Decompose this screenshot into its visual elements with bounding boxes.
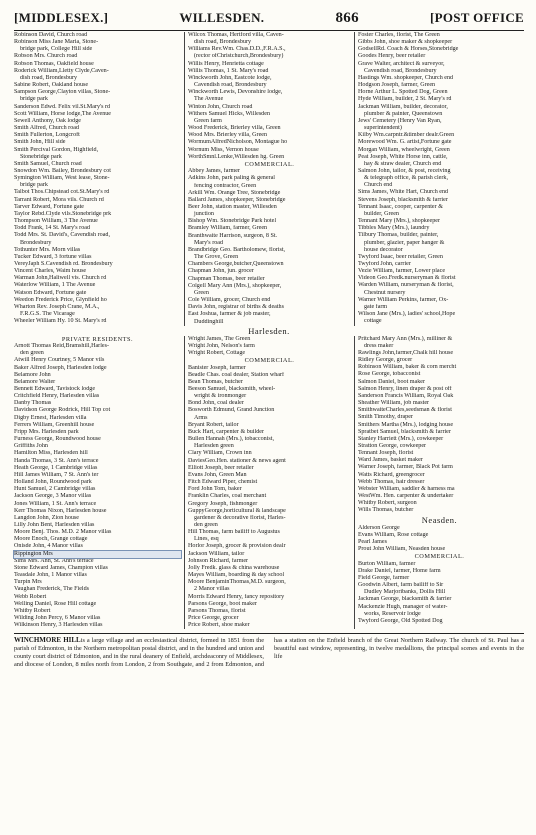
directory-entry: Spratbet Samuel, blacksmith & farrier (358, 428, 451, 435)
directory-entry: Mary's road (194, 239, 224, 246)
directory-entry: Hill James William, 7 St. Ann's ter (14, 471, 99, 478)
directory-entry: dish road, Brondesbury (194, 39, 252, 46)
directory-entry: Webb Robert (14, 593, 47, 600)
directory-entry: Bean Thomas, butcher (188, 378, 243, 385)
directory-entry: Bond John, coal dealer (188, 400, 244, 407)
directory-entry: Ridley George, grocer (358, 357, 413, 364)
directory-entry: Grave Walter, architect & surveyor, (358, 60, 445, 67)
directory-entry: Langdon John, Zion house (14, 514, 79, 521)
directory-entry: Ballard James, shopkeeper, Stonebridge (188, 196, 286, 203)
directory-entry: Tennant Isaac, cooper, carpenter & (358, 203, 443, 210)
directory-entry: Moore Enoch, Grange cottage (14, 536, 88, 543)
directory-entry: Sampson George,Clayton villas, Stone- (14, 89, 111, 96)
directory-entry: Rippington Mrs (14, 551, 181, 558)
directory-entry: Smith John, Hill side (14, 139, 66, 146)
directory-entry: Tennant Mary (Mrs.), shopkeeper (358, 218, 440, 225)
directory-entry: East Joshua, farmer & job master, (188, 311, 271, 318)
directory-entry: Wheeler William Hy. 10 St. Mary's rd (14, 318, 107, 325)
directory-entry: Bosworth Edmund, Grand Junction (188, 407, 275, 414)
lower-column-2 (184, 336, 354, 630)
directory-entry: DaviesGeo.Hen. stationer & news agent (188, 457, 286, 464)
directory-entry: Tarrant Robert, Mora vils. Church rd (14, 196, 104, 203)
directory-entry: Lines, esq (194, 536, 219, 543)
directory-entry: Tibbles Mary (Mrs.), laundry (358, 225, 430, 232)
directory-entry: Salmon John, tailor, & post, receiving (358, 167, 451, 174)
directory-entry: Wilcox Thomas, Hertford villa, Caven- (188, 32, 284, 38)
directory-entry: Smith Fullerton, Longcroft (14, 132, 80, 139)
directory-entry: Todd Frank, 14 St. Mary's road (14, 225, 90, 232)
directory-entry: Church end (364, 182, 393, 189)
page-number: 866 (335, 10, 359, 26)
directory-entry: den green (194, 521, 218, 528)
directory-entry: Wilkinson Henry, 3 Harlesden villas (14, 622, 103, 629)
directory-entry: Burton William, farmer (358, 560, 416, 567)
directory-entry: Banister Joseph, farmer (188, 364, 246, 371)
directory-entry: Fripp Mrs. Harlesden park (14, 428, 79, 435)
directory-entry: Jackson George, 3 Manor villas (14, 493, 92, 500)
directory-entry: Brandbridge Geo. Bartholomew, florist, (188, 246, 286, 253)
directory-entry: GuppyGeorge,horticultural & landscape (188, 507, 286, 514)
directory-entry: Sims Mrs. Ann, St. Ann's terrace (14, 557, 94, 564)
directory-entry: Vaughan Frederick, The Fields (14, 586, 90, 593)
directory-entry: Welling Daniel, Rose Hill cottage (14, 600, 97, 607)
directory-entry: Twyford John, carrier (358, 261, 411, 267)
directory-entry: Hyde William, builder, 2 St. Mary's rd (358, 96, 452, 103)
directory-entry: SmithwaiteCharles,seedsman & florist (358, 407, 452, 414)
directory-entry: Watts Richard, greengrocer (358, 471, 425, 478)
section-heading: Neasden. (421, 514, 458, 525)
directory-entry: Chestnut nursery (364, 289, 406, 296)
directory-entry: Bullen Hannah (Mrs.), tobacconist, (188, 436, 274, 443)
directory-entry: Warner William Perkins, farmer, Ox- (358, 296, 449, 303)
lower-column-3 (354, 336, 524, 630)
directory-entry: Bramley William, farmer, Green (188, 225, 268, 232)
directory-entry: Wood Mrs. Brierley villa, Green (188, 132, 268, 139)
directory-entry: Hamilton Miss, Harlesden hill (14, 450, 88, 457)
directory-entry: bridge park (20, 182, 48, 189)
directory-entry: Abbey James, farmer (188, 168, 240, 175)
directory-entry: Stratton George, cowkeeper (358, 443, 427, 449)
directory-entry: Ford John Tom, baker (188, 486, 242, 493)
directory-entry: Hill Thomas, farm bailiff to Augustus (188, 529, 280, 536)
footer-paragraph (14, 637, 524, 668)
footer-lead: WINCHMORE HILL (14, 636, 81, 645)
directory-entry: Drake Daniel, farmer, Home farm (358, 567, 441, 574)
directory-entry: Wharton Rev. Joseph Crane, M.A., (14, 303, 100, 310)
upper-section (14, 32, 524, 326)
directory-entry: Webster William, saddler & harness ma (358, 485, 455, 492)
directory-entry: Tucker Edward, 3 fortune villas (14, 253, 92, 260)
directory-entry: Elliott Joseph, beer retailer (188, 464, 254, 471)
directory-entry: Scott William, Horse lodge,The Avenue (14, 110, 112, 117)
directory-entry: Bryant Robert, tailor (188, 421, 239, 428)
directory-entry: Watson Edward, Fortune gate (14, 289, 87, 296)
directory-entry: Sheather William, job master (358, 400, 430, 407)
directory-entry: Green (194, 289, 209, 296)
directory-entry: Colgell Mary Ann (Mrs.), shopkeeper, (188, 282, 282, 289)
directory-entry: Hodgson Joseph, farmer, Green (358, 82, 436, 89)
directory-entry: Beadle Chas. coal dealer, Station wharf (188, 371, 285, 378)
directory-entry: WormumAlfredNicholson, Montague ho (188, 139, 288, 146)
directory-entry: Peat Joseph, White Horse inn, cattle, (358, 153, 448, 160)
directory-entry: wright & ironmonger (194, 393, 247, 400)
directory-entry: Griffiths John (14, 443, 48, 450)
directory-entry: Price George, grocer (188, 615, 239, 621)
directory-entry: builder, Green (364, 210, 399, 217)
directory-page (14, 10, 524, 669)
directory-entry: Prout John William, Neasden house (358, 546, 446, 553)
directory-entry: Withers Samuel Hicks, Willesden (188, 110, 270, 117)
directory-entry: plumber, glazier, paper hanger & (364, 239, 445, 246)
directory-entry: Parsons George, boot maker (188, 600, 257, 607)
directory-entry: Winckworth Lewis, Devonshire lodge, (188, 89, 283, 96)
directory-entry: Sims James, White Hart, Church end (358, 189, 449, 196)
directory-entry: Duddinghill (194, 318, 224, 325)
directory-entry: Robinson David, Church road (14, 32, 88, 38)
directory-entry: Morris Edward Henry, fancy repository (188, 593, 285, 600)
directory-entry: Price Robert, shoe maker (188, 622, 250, 629)
directory-entry: Belamore John (14, 371, 51, 378)
directory-entry: Wright Robert, Cottage (188, 349, 246, 356)
directory-entry: Fitch Edward Piper, chemist (188, 479, 258, 486)
private-residents-heading: PRIVATE RESIDENTS. (61, 335, 134, 343)
directory-entry: Furness George, Roundwood house (14, 436, 101, 443)
directory-entry: Beeson Samuel, blacksmith, wheel- (188, 386, 276, 392)
directory-entry: Arkill Wm. Orange Tree, Stonebridge (188, 189, 281, 196)
directory-entry: bridge park (20, 96, 48, 103)
directory-entry: Bennett Edward, Tavistock lodge (14, 386, 96, 392)
directory-entry: Atwill Henry Courtney, 5 Manor vils (14, 357, 105, 364)
directory-entry: WorthSmnl.Lenke,Willesden hg. Green (188, 153, 285, 160)
directory-entry: Robson Mrs. Church road (14, 53, 78, 60)
directory-entry: Rawlings John,farmer,Chalk hill house (358, 349, 454, 356)
directory-entry: Tarver Edward, Fortune gate (14, 203, 84, 210)
directory-entry: Gibbs John, shoe maker & shopkeeper (358, 39, 453, 46)
directory-entry: Wills Thomas, butcher (358, 507, 414, 514)
directory-entry: Thompson William, 3 The Avenue (14, 218, 98, 225)
directory-entry: Robinson William, baker & corn mercht (358, 364, 457, 371)
directory-entry: Sabine Robert, Oakland house (14, 82, 89, 89)
directory-entry: Salmon Henry, linen draper & post off (358, 385, 452, 392)
directory-entry: Willis Thomas, 1 St. Mary's road (188, 67, 269, 74)
lower-section (14, 336, 524, 630)
directory-entry: Vincent Charles, Waim house (14, 268, 87, 275)
directory-entry: Lilly John Bent, Harlesden villas (14, 521, 95, 528)
directory-entry: Goodes Henry, beer retailer (358, 53, 426, 60)
directory-entry: WestWm. Hen. carpenter & undertaker (358, 493, 454, 500)
directory-entry: The Grove, Green (194, 254, 239, 261)
directory-entry: Harlesden green (194, 443, 234, 450)
upper-column-2 (184, 32, 354, 326)
upper-column-1 (14, 32, 184, 326)
directory-entry: den green (20, 350, 44, 357)
directory-entry: Holland John, Roundwood park (14, 479, 92, 486)
directory-entry: hay & straw dealer, Church end (364, 160, 442, 167)
directory-entry: (rector ofChristchurch,Brondesbury) (194, 53, 284, 60)
directory-entry: Robson Thomas, Oakfield house (14, 60, 94, 67)
directory-entry: Salmon Daniel, boot maker (358, 378, 426, 385)
directory-entry: fencing contractor, Green (194, 182, 257, 189)
directory-entry: Belamore Walter (14, 378, 56, 385)
directory-entry: Hastings Wm. shopkeeper, Church end (358, 74, 454, 81)
directory-entry: Vezie William, farmer, Lower place (358, 268, 446, 275)
directory-entry: F.R.G.S. The Vicarage (20, 311, 75, 318)
directory-entry: Evans John, Green Man (188, 471, 247, 478)
directory-entry: Chapman Thomas, beer retailer (188, 275, 265, 282)
directory-entry: GodsellRd. Coach & Horses,Stonebridge (358, 46, 459, 53)
directory-entry: Moore BenjaminThomas,M.D. surgeon, (188, 579, 286, 586)
directory-entry: Sanderson Edwd. Felix vil.St.Mary's rd (14, 103, 111, 110)
directory-entry: Parsons Thomas, florist (188, 607, 246, 614)
directory-entry: & telegraph office, & parish clerk, (364, 175, 448, 182)
directory-entry: Foster Charles, florist, The Green (358, 32, 440, 38)
directory-entry: Jackman William, builder, decorator, (358, 103, 448, 110)
directory-entry: Arms (194, 414, 208, 421)
directory-entry: Arnott Thomas Reid,Bramshill,Harles- (14, 343, 110, 350)
directory-entry: Jackson William, tailor (188, 550, 245, 557)
directory-entry: Videon Geo.Fredk.nurseryman & florist (358, 275, 456, 282)
directory-entry: Wornum Miss, Vernon house (188, 146, 259, 153)
directory-entry: Alderson George (358, 524, 400, 531)
directory-entry: junction (194, 211, 214, 218)
directory-entry: Smithers Martha (Mrs.), lodging house (358, 421, 454, 428)
directory-entry: Green farm (194, 117, 222, 124)
directory-entry: Whitby Robert, surgeon (358, 500, 417, 507)
directory-entry: cottage (364, 318, 382, 325)
directory-entry: Winckworth John, Eastcote lodge, (188, 74, 272, 81)
directory-entry: Turpin Mrs (14, 579, 42, 586)
directory-entry: gardener & decorative florist, Harles- (194, 514, 286, 521)
directory-entry: Wright John, Nelson's farm (188, 342, 255, 349)
directory-entry: Horne Arthur L. Spotted Dog, Green (358, 89, 448, 96)
directory-entry: Ferrers William, Greenhill house (14, 421, 95, 428)
directory-entry: Beer John, station master, Willesden (188, 204, 277, 210)
directory-entry: Adkins John, park paling & general (188, 175, 275, 182)
directory-entry: Dudley Marjoribanks, Dollis Hill (364, 589, 446, 596)
directory-entry: Branthwaite Harrison, surgeon, 8 St. (188, 232, 278, 239)
directory-entry: Todd Mrs. St. David's, Cavendish road, (14, 232, 110, 239)
directory-entry: Bishop Wm. Stonebridge Park hotel (188, 218, 277, 225)
directory-entry: Chambers George,butcher,Queenstown (188, 261, 284, 268)
directory-entry: bridge park, College Hill side (20, 46, 93, 53)
directory-entry: Jones William, 1 St. Ann's terrace (14, 500, 97, 507)
directory-entry: Twyford Isaac, beer retailer, Green (358, 253, 443, 260)
directory-entry: Sewell Anthony, Oak lodge (14, 117, 81, 124)
directory-entry: Johnson Richard, farmer (188, 557, 249, 564)
directory-entry: Talbot Thos.Chipstead cot.St.Mary's rd (14, 189, 110, 196)
directory-entry: Smith Percival Gordon, Highfield, (14, 146, 99, 153)
directory-entry: Critchfield Henry, Harlesden villas (14, 393, 100, 400)
directory-entry: Teasdale John, 1 Manor villas (14, 572, 87, 579)
directory-entry: Jolly Fredk. glass & china warehouse (188, 564, 280, 571)
directory-entry: gate farm (364, 303, 388, 310)
county-label: [MIDDLESEX.] (14, 10, 109, 25)
directory-entry: Goodwin Albert, farm bailiff to Sir (358, 582, 444, 589)
directory-entry: dish road, Brondesbury (20, 74, 78, 81)
directory-entry: Chapman John, jun. grocer (188, 268, 254, 275)
directory-entry: Morgan William, wheelwright, Green (358, 146, 450, 153)
directory-entry: Gregory Joseph, fishmonger (188, 500, 258, 507)
directory-entry: Davis John, registrar of births & deaths (188, 304, 284, 311)
directory-entry: dress maker (364, 342, 394, 349)
directory-entry: Cole William, grocer, Church end (188, 297, 271, 304)
directory-entry: Winton John, Church road (188, 103, 253, 110)
directory-entry: Warden William, nurseryman & florist, (358, 282, 454, 289)
page-header (14, 10, 524, 27)
directory-entry: Warman John,Haliwell vis. Church rd (14, 275, 107, 282)
directory-entry: Twyford George, Old Spotted Dog (358, 617, 443, 624)
upper-column-3 (354, 32, 524, 326)
directory-entry: Pearl James (358, 538, 387, 545)
header-rule (14, 30, 524, 31)
directory-entry: Danby Thomas (14, 400, 52, 407)
directory-entry: Evans William, Rose cottage (358, 531, 429, 538)
directory-entry: superintendent) (364, 125, 402, 132)
directory-entry: VereyJaph S.Cavendish rd. Brondesbury (14, 261, 113, 267)
section-heading: COMMERCIAL. (244, 160, 295, 168)
directory-entry: Stevens Joseph, blacksmith & farrier (358, 196, 448, 203)
footer-rule (14, 633, 524, 634)
directory-entry: Davidson George Rodrick, Hill Top cot (14, 407, 111, 414)
directory-entry: Robinson Miss Jane Maria, Stone- (14, 39, 99, 46)
directory-entry: Buck Hart, carpenter & builder (188, 428, 264, 435)
directory-entry: Tothunter Mrs. Morn villas (14, 246, 81, 253)
directory-entry: Jackman George, blacksmith & farrier (358, 596, 452, 603)
directory-entry: Horlor Joseph, grocer & provision dealr (188, 543, 286, 550)
directory-entry: Rose George, tobacconist (358, 371, 421, 378)
footer-text: is a large village and an ecclesiastical district, formed in 1851 from the parish of Edmonton, in the Northern metropolitan postal district, and in the hundred and union and county court district of Edmonton, and in the rural deanery of Enfield, archdeaconry of Middlesex, and diocese of London, 8 miles north from London, 2 from Southgate, and 2 from Edmonton, and has a station on the Enfield branch of the Great Northern Railway. The church of St. Paul has a beautiful east window, representing, in twelve medallions, the principal scenes and events in the life (14, 637, 524, 668)
directory-entry: Smith Samuel, Church road (14, 160, 82, 167)
directory-entry: Smith Timothy, draper (358, 414, 413, 421)
directory-entry: Wright James, The Green (188, 335, 251, 342)
directory-entry: Field George, farmer (358, 574, 410, 581)
directory-entry: Tilbury Thomas, builder, painter, (358, 232, 439, 239)
directory-entry: Snowdon Wm. Bailey, Brondesbury cot (14, 167, 111, 174)
directory-entry: Digby Ernest, Harlesden villa (14, 414, 87, 421)
directory-entry: Pritchard Mary Ann (Mrs.), milliner & (358, 335, 453, 342)
directory-entry: Onisde John, 4 Manor villas (14, 543, 83, 550)
directory-entry: Webb Thomas, hair dresser (358, 478, 425, 485)
directory-entry: Mayes William, boarding & day school (188, 572, 285, 579)
directory-entry: 2 Manor villas (194, 586, 230, 593)
directory-entry: Warner Joseph, farmer, Black Pot farm (358, 464, 453, 471)
directory-entry: Jews' Cemetery (Henry Van Ryan, (358, 117, 442, 124)
directory-entry: Wilding John Percy, 6 Manor villas (14, 615, 101, 621)
directory-entry: Franklin Charles, coal merchant (188, 493, 267, 500)
directory-entry: Kilby Wm.carpntr.&timber dealr.Green (358, 132, 455, 139)
directory-entry: house decorator (364, 246, 403, 253)
directory-entry: Weedon Frederick Price, Glynfield ho (14, 296, 107, 303)
directory-entry: Taylor Rebd.Clyde vils.Stonebridge prk (14, 210, 112, 217)
directory-entry: Hunt Samuel, 2 Cambridge villas (14, 486, 96, 493)
directory-entry: Morewood Wm. G. artist,Fortune gate (358, 139, 452, 146)
directory-entry: Clary William, Crown inn (188, 450, 252, 457)
parish-label: WILLESDEN. (179, 10, 265, 25)
directory-entry: Stone Edward James, Champion villas (14, 564, 108, 571)
directory-entry: Cavendish road, Brondesbury (364, 67, 437, 74)
directory-entry: Baker Alfred Joseph, Harlesden lodge (14, 364, 107, 371)
directory-entry: Mackenzie Hugh, manager of water- (358, 603, 448, 610)
directory-entry: Wilson Jane (Mrs.), ladies' school,Hope (358, 311, 456, 318)
section-heading: COMMERCIAL. (244, 357, 295, 365)
directory-entry: plumber & painter, Queenstown (364, 110, 443, 117)
directory-entry: Willis Henry, Henrietta cottage (188, 60, 264, 67)
directory-entry: Waterlow William, 1 The Avenue (14, 282, 96, 289)
directory-entry: Ward James, basket maker (358, 457, 423, 464)
directory-entry: Smith Alfred, Church road (14, 125, 79, 132)
directory-entry: Moore Benj. Thos. M.D. 2 Manor villas (14, 529, 112, 536)
directory-entry: Stanley Harriett (Mrs.), cowkeeper (358, 435, 444, 442)
directory-entry: Wood Frederick, Brierley villa, Green (188, 125, 281, 132)
directory-entry: Williams Rev.Wm. Chas.D.D.,F.R.A.S., (188, 46, 286, 53)
directory-entry: Tennant Joseph, florist (358, 450, 414, 457)
directory-entry: The Avenue (194, 96, 224, 103)
harlesden-heading: Harlesden. (248, 325, 290, 336)
directory-entry: Kerr Thomas Nixon, Harlesden house (14, 507, 107, 514)
directory-entry: Cavendish road, Brondesbury (194, 82, 267, 89)
directory-label: [POST OFFICE (429, 10, 524, 25)
directory-entry: Brondesbury (20, 239, 52, 246)
directory-entry: Sanderson Francis William, Royal Oak (358, 392, 454, 399)
lower-column-1 (14, 336, 184, 630)
directory-entry: Handa Thomas, 3 St. Ann's terrace (14, 457, 99, 464)
directory-entry: Roderick William,Lletty Clyde,Caven- (14, 67, 109, 74)
directory-entry: works, Reservoir lodge (364, 610, 421, 617)
directory-entry: Whitby Robert (14, 607, 51, 614)
directory-entry: Heath George, 1 Cambridge villas (14, 464, 98, 471)
directory-entry: Stonebridge park (20, 153, 62, 160)
section-heading: COMMERCIAL. (414, 553, 465, 561)
directory-entry: Symington William, West lease, Stone- (14, 175, 110, 182)
